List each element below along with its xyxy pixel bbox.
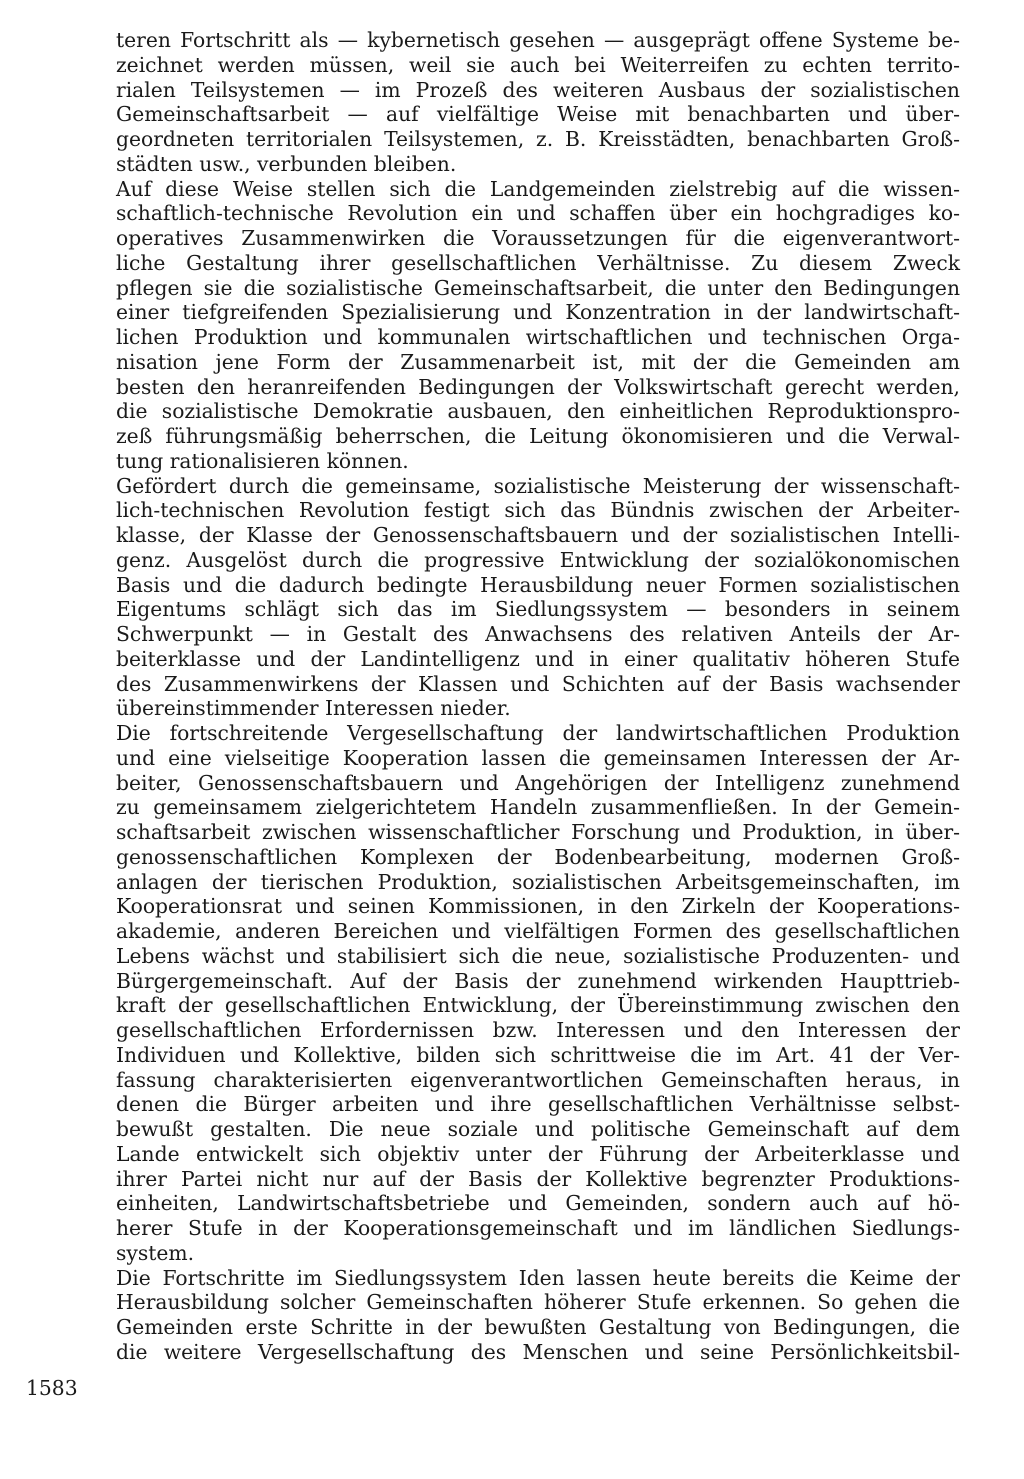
text-line: Kooperationsrat und seinen Kommissionen, in den Zirkeln der Kooperations- bbox=[116, 894, 960, 919]
text-line: klasse, der Klasse der Genossenschaftsbauern und der sozialistischen Intelli- bbox=[116, 523, 960, 547]
paragraph bbox=[116, 474, 960, 722]
text-line: Herausbildung solcher Gemeinschaften höherer Stufe erkennen. So gehen die bbox=[116, 1290, 960, 1315]
text-line: nisation jene Form der Zusammenarbeit ist, mit der die Gemeinden am bbox=[116, 349, 960, 374]
text-line: schaftlich-technische Revolution ein und schaffen über ein hochgradiges ko- bbox=[116, 201, 960, 226]
text-line: rialen Teilsystemen — im Prozeß des weiteren Ausbaus der sozialistischen bbox=[116, 77, 960, 102]
text-line: Lebens wächst und stabilisiert sich die neue, sozialistische Produzenten- und bbox=[116, 943, 960, 968]
text-line: teren Fortschritt als — kybernetisch gesehen — ausgeprägt offene Systeme be- bbox=[116, 28, 960, 52]
text-line: Gemeinschaftsarbeit — auf vielfältige Weise mit benachbarten und über- bbox=[116, 102, 960, 127]
body-text bbox=[116, 28, 960, 1365]
text-line: Gefördert durch die gemeinsame, sozialistische Meisterung der wissenschaft- bbox=[116, 473, 960, 498]
text-line: denen die Bürger arbeiten und ihre gesellschaftlichen Verhältnisse selbst- bbox=[116, 1092, 960, 1117]
text-line: besten den heranreifenden Bedingungen der Volkswirtschaft gerecht werden, bbox=[116, 374, 960, 399]
text-line: die weitere Vergesellschaftung des Menschen und seine Persönlichkeitsbil- bbox=[116, 1339, 960, 1364]
text-line: genz. Ausgelöst durch die progressive Entwicklung der sozialökonomischen bbox=[116, 547, 960, 572]
text-line: des Zusammenwirkens der Klassen und Schichten auf der Basis wachsender bbox=[116, 671, 960, 696]
text-line: liche Gestaltung ihrer gesellschaftlichen Verhältnisse. Zu diesem Zweck bbox=[116, 250, 960, 275]
text-line: schaftsarbeit zwischen wissenschaftlicher Forschung und Produktion, in über- bbox=[116, 820, 960, 844]
text-line: Gemeinden erste Schritte in der bewußten Gestaltung von Bedingungen, die bbox=[116, 1315, 960, 1339]
text-line: Auf diese Weise stellen sich die Landgemeinden zielstrebig auf die wissen- bbox=[116, 176, 960, 201]
text-line: lich-technischen Revolution festigt sich das Bündnis zwischen der Arbeiter- bbox=[116, 498, 960, 523]
text-line: akademie, anderen Bereichen und vielfältigen Formen des gesellschaftlichen bbox=[116, 919, 960, 943]
text-line: zu gemeinsamem zielgerichtetem Handeln zusammenfließen. In der Gemein- bbox=[116, 795, 960, 820]
text-line: tung rationalisieren können. bbox=[116, 448, 409, 473]
text-line: lichen Produktion und kommunalen wirtschaftlichen und technischen Orga- bbox=[116, 325, 960, 349]
paragraph bbox=[116, 1266, 960, 1365]
text-line: einheiten, Landwirtschaftsbetriebe und Gemeinden, sondern auch auf hö- bbox=[116, 1191, 960, 1216]
text-line: zeß führungsmäßig beherrschen, die Leitung ökonomisieren und die Verwal- bbox=[116, 424, 960, 448]
text-line: Lande entwickelt sich objektiv unter der Führung der Arbeiterklasse und bbox=[116, 1141, 960, 1166]
text-line: genossenschaftlichen Komplexen der Bodenbearbeitung, modernen Groß- bbox=[116, 844, 960, 869]
text-line: Bürgergemeinschaft. Auf der Basis der zunehmend wirkenden Haupttrieb- bbox=[116, 968, 960, 993]
text-line: gesellschaftlichen Erfordernissen bzw. Interessen und den Interessen der bbox=[116, 1018, 960, 1042]
text-line: städten usw., verbunden bleiben. bbox=[116, 151, 457, 176]
text-line: herer Stufe in der Kooperationsgemeinschaft und im ländlichen Siedlungs- bbox=[116, 1216, 960, 1240]
paragraph bbox=[116, 28, 960, 177]
paragraph bbox=[116, 177, 960, 474]
text-line: Die Fortschritte im Siedlungssystem Iden lassen heute bereits die Keime der bbox=[116, 1265, 960, 1290]
paragraph bbox=[116, 721, 960, 1266]
text-line: beiterklasse und der Landintelligenz und in einer qualitativ höheren Stufe bbox=[116, 646, 960, 671]
text-line: übereinstimmender Interessen nieder. bbox=[116, 696, 511, 721]
text-line: Basis und die dadurch bedingte Herausbildung neuer Formen sozialistischen bbox=[116, 572, 960, 597]
text-line: operatives Zusammenwirken die Voraussetzungen für die eigenverantwort- bbox=[116, 226, 960, 250]
page-number: 1583 bbox=[26, 1376, 78, 1400]
text-line: Eigentums schlägt sich das im Siedlungssystem — besonders in seinem bbox=[116, 597, 960, 622]
text-line: Schwerpunkt — in Gestalt des Anwachsens des relativen Anteils der Ar- bbox=[116, 622, 960, 646]
text-line: system. bbox=[116, 1240, 195, 1265]
text-line: und eine vielseitige Kooperation lassen die gemeinsamen Interessen der Ar- bbox=[116, 745, 960, 770]
text-line: pflegen sie die sozialistische Gemeinschaftsarbeit, die unter den Bedingungen bbox=[116, 275, 960, 300]
text-line: zeichnet werden müssen, weil sie auch bei Weiterreifen zu echten territo- bbox=[116, 52, 960, 77]
text-line: fassung charakterisierten eigenverantwortlichen Gemeinschaften heraus, in bbox=[116, 1067, 960, 1092]
text-line: bewußt gestalten. Die neue soziale und politische Gemeinschaft auf dem bbox=[116, 1117, 960, 1141]
text-line: kraft der gesellschaftlichen Entwicklung, der Übereinstimmung zwischen den bbox=[116, 993, 960, 1018]
text-line: geordneten territorialen Teilsystemen, z. B. Kreisstädten, benachbarten Groß- bbox=[116, 127, 960, 151]
text-line: ihrer Partei nicht nur auf der Basis der Kollektive begrenzter Produktions- bbox=[116, 1166, 960, 1191]
text-line: Individuen und Kollektive, bilden sich schrittweise die im Art. 41 der Ver- bbox=[116, 1042, 960, 1067]
text-line: die sozialistische Demokratie ausbauen, den einheitlichen Reproduktionspro- bbox=[116, 399, 960, 424]
text-line: Die fortschreitende Vergesellschaftung der landwirtschaftlichen Produktion bbox=[116, 721, 960, 745]
text-line: einer tiefgreifenden Spezialisierung und Konzentration in der landwirtschaft- bbox=[116, 300, 960, 325]
text-line: beiter, Genossenschaftsbauern und Angehörigen der Intelligenz zunehmend bbox=[116, 770, 960, 795]
text-line: anlagen der tierischen Produktion, sozialistischen Arbeitsgemeinschaften, im bbox=[116, 869, 960, 894]
